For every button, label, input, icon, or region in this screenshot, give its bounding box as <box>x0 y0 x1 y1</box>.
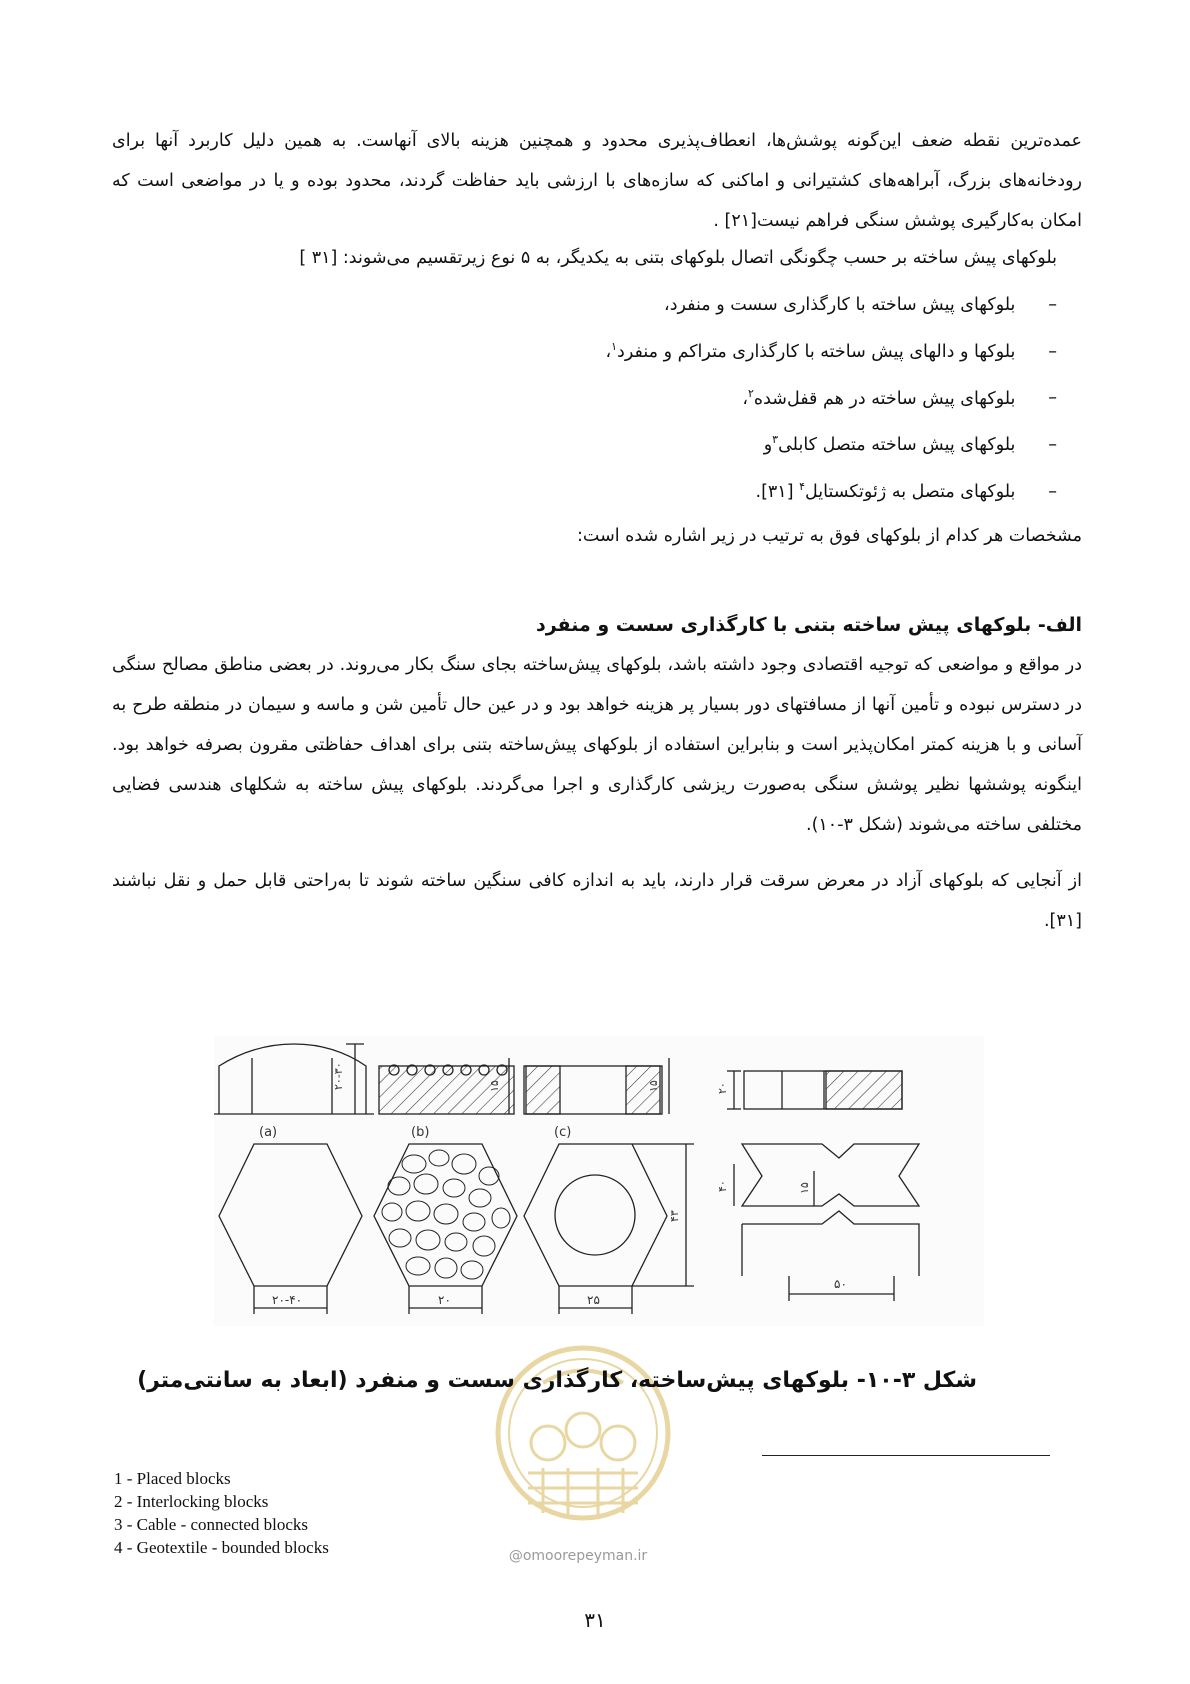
dim-b-height: ۱۵ <box>488 1080 501 1092</box>
interlock-plan-bottom <box>742 1211 919 1276</box>
dim-a-width: ۲۰-۴۰ <box>272 1293 303 1307</box>
list-item: – بلوکهای پیش ساخته متصل کابلی$^۳$و <box>763 433 1057 456</box>
block-shapes-figure <box>214 1036 984 1326</box>
list-item: – بلوکهای متصل به ژئوتکستایل$^۴$ [۳۱]. <box>755 480 1057 503</box>
hexagon-b <box>374 1144 517 1286</box>
dim-b-width: ۲۰ <box>438 1293 451 1307</box>
footnote-item: 4 - Geotextile - bounded blocks <box>114 1538 329 1557</box>
page-number: ۳۱ <box>584 1608 606 1632</box>
footnote-separator <box>762 1455 1050 1456</box>
dim-a-height: ۲۰-۳۰ <box>332 1062 345 1090</box>
list-item: – بلوکهای پیش ساخته با کارگذاری سست و منفرد، <box>664 294 1057 315</box>
dim-right-outer: ۴۰ <box>716 1180 729 1192</box>
label-c: (c) <box>554 1125 572 1140</box>
block-type-list <box>112 279 1057 513</box>
figure-caption: شکل ۳-۱۰- بلوکهای پیش‌ساخته، کارگذاری سست و منفرد (ابعاد به سانتی‌متر) <box>137 1368 977 1393</box>
body-paragraph: در مواقع و مواضعی که توجیه اقتصادی وجود داشته باشد، بلوکهای پیش‌ساخته بجای سنگ بکار می‌روند. در بعضی مناطق مصالح سنگی در دسترس نبوده و تأمین آنها از مسافتهای دور بسیار پر هزینه خواهد بود و در عین حال تأمین شن و ماسه و سیمان در منطقه طرح به آسانی و با هزینه کمتر امکان‌پذیر است و بنابراین استفاده از بلوکهای پیش‌ساخته بتنی برای اهداف حفاظتی مقرون بصرفه خواهد بود. اینگونه پوششها نظیر پوشش سنگی به‌صورت ریزشی کارگذاری و اجرا می‌گردند. بلوکهای پیش ساخته به شکلهای هندسی فضایی مختلفی ساخته می‌شوند (شکل ۳-۱۰). <box>112 655 1082 835</box>
body-paragraph-2: از آنجایی که بلوکهای آزاد در معرض سرقت قرار دارند، باید به اندازه کافی سنگین ساخته شوند تا به‌راحتی قابل حمل و نقل نباشند [۳۱]. <box>112 871 1082 931</box>
hexagon-c-hole <box>555 1175 635 1255</box>
hexagon-c <box>524 1144 667 1286</box>
label-a: (a) <box>259 1125 278 1140</box>
footnote-item: 3 - Cable - connected blocks <box>114 1515 309 1534</box>
dim-right-width: ۵۰ <box>834 1277 847 1291</box>
list-item: – بلوکهای پیش ساخته در هم قفل‌شده$^۲$، <box>742 386 1057 409</box>
dim-c-width: ۲۵ <box>587 1293 600 1307</box>
intro-paragraph: عمده‌ترین نقطه ضعف این‌گونه پوشش‌ها، انعطاف‌پذیری محدود و همچنین هزینه بالای آنهاست. به همین دلیل کاربرد آنها برای رودخانه‌های بزرگ، آبراهه‌های کشتیرانی و اماکنی که سازه‌های با ارزشی باید حفاظت گردند، محدود بوده و یا در مواضعی است که امکان به‌کارگیری پوشش سنگی فراهم نیست[۲۱] . <box>112 131 1082 231</box>
footnotes <box>114 1467 329 1559</box>
label-b: (b) <box>411 1125 430 1140</box>
list-item: – بلوکها و دالهای پیش ساخته با کارگذاری متراکم و منفرد$^۱$، <box>605 339 1057 362</box>
interlock-plan-top <box>742 1144 919 1206</box>
dim-c-height: ۱۵ <box>647 1080 660 1092</box>
dim-right-top: ۲۰ <box>716 1082 729 1094</box>
figure-drawing <box>214 1036 984 1326</box>
dim-hex-height: ۴۳ <box>668 1210 681 1222</box>
footnote-item: 2 - Interlocking blocks <box>114 1492 269 1511</box>
list-followup-paragraph: مشخصات هر کدام از بلوکهای فوق به ترتیب در زیر اشاره شده است: <box>577 526 1082 546</box>
footnote-item: 1 - Placed blocks <box>114 1469 231 1488</box>
dim-right-inner: ۱۵ <box>798 1182 811 1194</box>
section-heading: الف- بلوکهای پیش ساخته بتنی با کارگذاری سست و منفرد <box>535 614 1082 636</box>
watermark-url: @omoorepeyman.ir <box>508 1548 648 1564</box>
hexagon-a <box>219 1144 362 1286</box>
classification-paragraph: بلوکهای پیش ساخته بر حسب چگونگی اتصال بلوکهای بتنی به یکدیگر، به ۵ نوع زیرتقسیم می‌شوند: [۳۱ ] <box>299 248 1057 268</box>
